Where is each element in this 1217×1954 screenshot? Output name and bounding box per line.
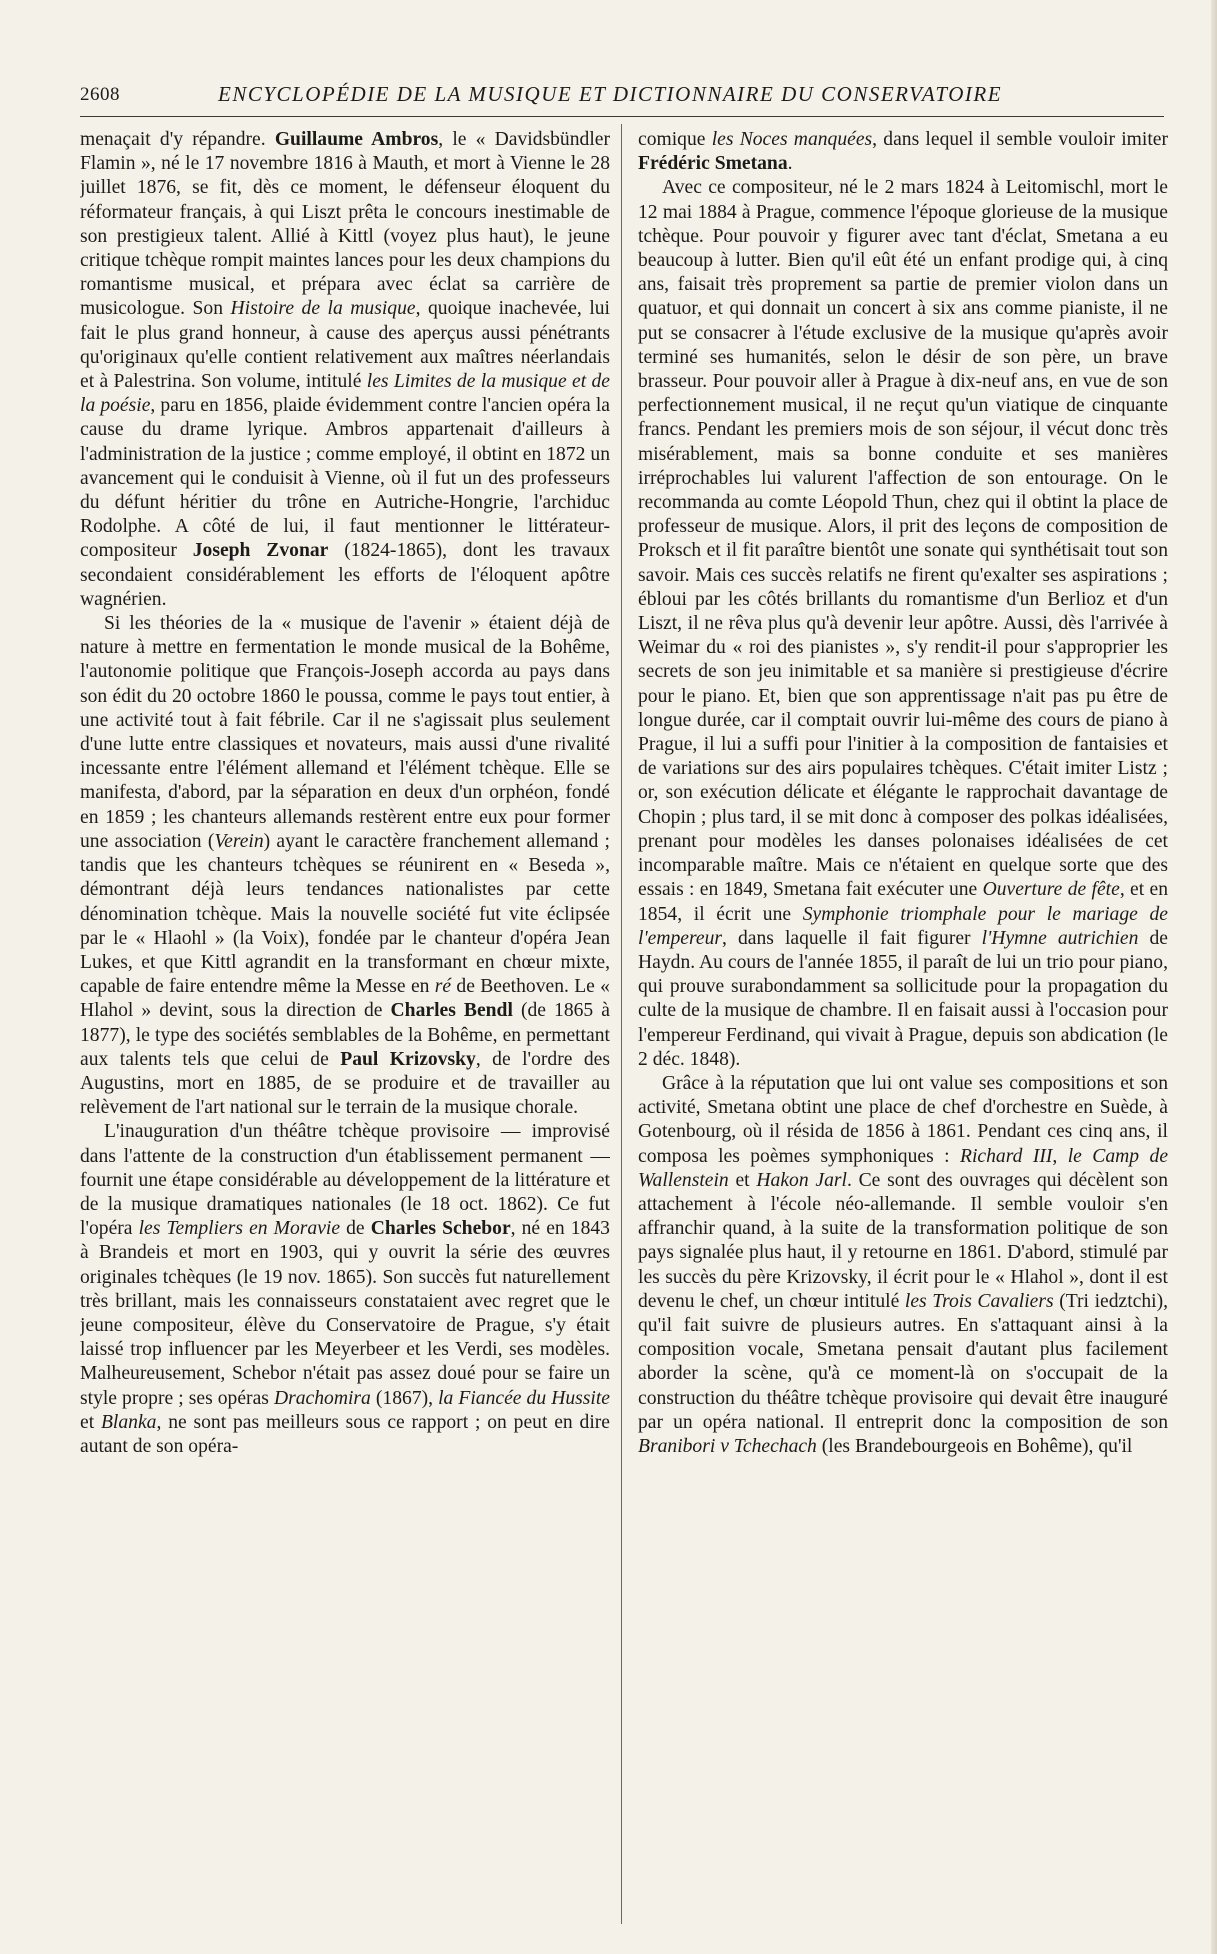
name-frederic-smetana: Frédéric Smetana <box>638 153 788 175</box>
title-camp-wallenstein: le Camp de Wallenstein <box>638 1145 1168 1191</box>
title-templiers: les Templiers en Moravie <box>138 1218 341 1240</box>
paragraph-noces-manquees: comique les Noces manquées, dans lequel il semble vouloir imiter Frédéric Smetana. <box>638 129 1168 175</box>
title-drachomira: Drachomira <box>273 1387 371 1409</box>
page-header <box>80 82 1140 114</box>
title-trois-cavaliers: les Trois Cavaliers <box>904 1290 1054 1312</box>
title-branibori: Branibori v Tchechach <box>638 1435 817 1457</box>
term-re: ré <box>434 976 452 998</box>
paragraph-smetana-biography: Avec ce compositeur, né le 2 mars 1824 à Leitomischl, mort le 12 mai 1884 à Prague, commence l'époque glorieuse de la musique tchèque. Pour pouvoir y figurer avec tant d'éclat, Smetana a eu beaucoup à lutter. Bien qu'il eût été un enfant prodige qui, à cinq ans, faisait très proprement sa partie de premier violon dans un quatuor, et qui donnait un concert à six ans comme pianiste, il ne put se consacrer à l'étude exclusive de la musique qu'après avoir terminé ses humanités, selon le désir de son père, un brave brasseur. Pour pouvoir aller à Prague à dix-neuf ans, en vue de son perfectionnement musical, il ne reçut qu'un viatique de cinquante francs. Pendant les premiers mois de son séjour, il vécut donc très misérablement, mais sa bonne conduite et ses manières irréprochables lui valurent l'affection de son entourage. On le recommanda au comte Léopold Thun, chez qui il obtint la place de professeur de musique. Alors, il prit des leçons de composition de Proksch et il fit paraître bientôt une sonate qui synthétisait tout son savoir. Mais ces succès relatifs ne firent qu'exalter ses aspirations ; ébloui par les côtés brillants du romantisme d'un Berlioz et d'un Liszt, il ne rêva plus qu'à devenir leur apôtre. Aussi, dès l'arrivée à Weimar du « roi des pianistes », s'y rendit-il pour s'approprier les secrets de son jeu inimitable et sa manière si prestigieuse d'écrire pour le piano. Et, bien que son apprentissage n'ait pas pu être de longue durée, car il comptait ouvrir lui-même des cours de piano à Prague, il lui a suffi pour l'initier à la composition de fantaisies et de variations sur des airs populaires tchèques. C'était imiter Listz ; or, son exécution délicate et élégante le rapprochait davantage de Chopin ; plus tard, il se mit donc à composer des polkas idéalisées, prenant pour modèles les danses polonaises idéalisées de cet incomparable maître. Mais ce n'étaient en quelque sorte que des essais : en 1849, Smetana fait exécuter une Ouverture de fête, et en 1854, il écrit une Symphonie triomphale pour le mariage de l'empereur, dans laquelle il fait figurer l'Hymne autrichien de Haydn. Au cours de l'année 1855, il paraît de lui un trio pour piano, qui prouve surabondamment sa sollicitude pour la propagation du culte de la musique de chambre. Il en faisait aussi à l'occasion pour l'empereur Ferdinand, qui vivait à Prague, depuis son abdication (le 2 déc. 1848). <box>638 177 1168 1070</box>
title-blanka: Blanka <box>100 1411 157 1433</box>
title-fiancee-hussite: la Fiancée du Hussite <box>438 1387 610 1409</box>
paragraph-smetana-gotenbourg: Grâce à la réputation que lui ont value ses compositions et son activité, Smetana obtint une place de chef d'orchestre en Suède, à Gotenbourg, où il résida de 1856 à 1861. Pendant ces cinq ans, il composa les poèmes symphoniques : Richard III, le Camp de Wallenstein et Hakon Jarl. Ce sont des ouvrages qui décèlent son attachement à l'école néo-allemande. Il semble vouloir s'en affranchir quand, à la suite de la transformation politique de son pays signalée plus haut, il y retourne en 1861. D'abord, stimulé par les succès du père Krizovsky, il écrit pour le « Hlahol », dont il est devenu le chef, un chœur intitulé les Trois Cavaliers (Tri iedztchi), qu'il fait suivre de plusieurs autres. En s'attaquant ainsi à la composition vocale, Smetana pensait d'autant plus facilement aborder la scène, qu'à ce moment-là on s'occupait de la construction du théâtre tchèque provisoire qui devait être inauguré par un opéra national. Il entreprit donc la composition de son Branibori v Tchechach (les Brandebourgeois en Bohême), qu'il <box>638 1072 1168 1457</box>
left-column <box>80 128 610 1928</box>
title-histoire-musique: Histoire de la musique <box>230 298 416 320</box>
title-richard-iii: Richard III <box>960 1145 1053 1167</box>
column-divider <box>621 124 622 1924</box>
title-limites-musique: les Limites de la musique et de la poésie <box>80 371 610 417</box>
paragraph-ambros: menaçait d'y répandre. Guillaume Ambros, le « Davidsbündler Flamin », né le 17 novembre 1816 à Mauth, et mort à Vienne le 28 juillet 1876, se fit, dès ce moment, le défenseur éloquent du réformateur français, à qui Liszt prêta le concours inestimable de son prestigieux talent. Allié à Kittl (voyez plus haut), le jeune critique tchèque rompit maintes lances pour les deux champions du romantisme musical, et prépara avec éclat sa carrière de musicologue. Son Histoire de la musique, quoique inachevée, lui fait le plus grand honneur, à cause des aperçus aussi pénétrants qu'originaux qu'elle contient relativement aux maîtres néerlandais et à Palestrina. Son volume, intitulé les Limites de la musique et de la poésie, paru en 1856, plaide évidemment contre l'ancien opéra la cause du drame lyrique. Ambros appartenait d'ailleurs à l'administration de la justice ; comme employé, il obtint en 1872 un avancement qui le conduisit à Vienne, où il fut un des professeurs du défunt héritier du trône en Autriche-Hongrie, l'archiduc Rodolphe. A côté de lui, il faut mentionner le littérateur-compositeur Joseph Zvonar (1824-1865), dont les travaux secondaient considérablement les efforts de l'éloquent apôtre wagnérien. <box>80 129 610 610</box>
name-charles-bendl: Charles Bendl <box>390 1000 513 1022</box>
name-paul-krizovsky: Paul Krizovsky <box>340 1048 476 1070</box>
name-joseph-zvonar: Joseph Zvonar <box>192 540 329 562</box>
title-hakon-jarl: Hakon Jarl <box>756 1169 847 1191</box>
name-charles-schebor: Charles Schebor <box>370 1218 511 1240</box>
name-guillaume-ambros: Guillaume Ambros <box>274 129 439 150</box>
header-rule <box>80 116 1164 117</box>
paragraph-theatre-tcheque: L'inauguration d'un théâtre tchèque provisoire — improvisé dans l'attente de la construction d'un établissement permanent — fournit une étape considérable au développement de la littérature et de la musique dramatiques nationales (le 18 oct. 1862). Ce fut l'opéra les Templiers en Moravie de Charles Schebor, né en 1843 à Brandeis et mort en 1903, qui y ouvrit la série des œuvres originales tchèques (le 19 nov. 1865). Son succès fut naturellement très brillant, mais les connaisseurs constataient avec regret que le jeune compositeur, élève du Conservatoire de Prague, s'y était laissé trop influencer par les Meyerbeer et les Verdi, ses modèles. Malheureusement, Schebor n'était pas assez doué pour se faire un style propre ; ses opéras Drachomira (1867), la Fiancée du Hussite et Blanka, ne sont pas meilleurs sous ce rapport ; on peut en dire autant de son opéra- <box>80 1121 610 1457</box>
paragraph-musique-avenir: Si les théories de la « musique de l'avenir » étaient déjà de nature à mettre en fermentation le monde musical de la Bohême, l'autonomie politique que François-Joseph accorda au pays dans son édit du 20 octobre 1860 le poussa, comme le pays tout entier, à une activité tout à fait fébrile. Car il ne s'agissait plus seulement d'une lutte entre classiques et novateurs, mais aussi d'une rivalité incessante entre l'élément allemand et l'élément tchèque. Elle se manifesta, d'abord, par la séparation en deux d'un orphéon, fondé en 1859 ; les chanteurs allemands restèrent entre eux pour former une association (Verein) ayant le caractère franchement allemand ; tandis que les chanteurs tchèques se réunirent en « Beseda », démontrant déjà leurs tendances nationalistes par cette dénomination tchèque. Mais la nouvelle société fut vite éclipsée par le « Hlaohl » (la Voix), fondée par le chanteur d'opéra Jean Lukes, et que Kittl agrandit en la transformant en chœur mixte, capable de faire entendre même la Messe en ré de Beethoven. Le « Hlahol » devint, sous la direction de Charles Bendl (de 1865 à 1877), le type des sociétés semblables de la Bohême, en permettant aux talents tels que celui de Paul Krizovsky, de l'ordre des Augustins, mort en 1885, de se produire et de travailler au relèvement de l'art national sur le terrain de la musique chorale. <box>80 613 610 1119</box>
title-ouverture-fete: Ouverture de fête <box>982 879 1120 901</box>
title-noces-manquees: les Noces manquées <box>711 129 873 150</box>
term-verein: Verein <box>214 830 264 852</box>
title-symphonie-triomphale: Symphonie triomphale pour le mariage de l'empereur <box>638 903 1168 949</box>
right-column <box>638 128 1168 1928</box>
page-number: 2608 <box>80 84 120 105</box>
title-hymne-autrichien: l'Hymne autrichien <box>981 927 1139 949</box>
page-edge <box>1211 0 1217 1954</box>
running-title: ENCYCLOPÉDIE DE LA MUSIQUE ET DICTIONNAIRE DU CONSERVATOIRE <box>218 82 1003 106</box>
